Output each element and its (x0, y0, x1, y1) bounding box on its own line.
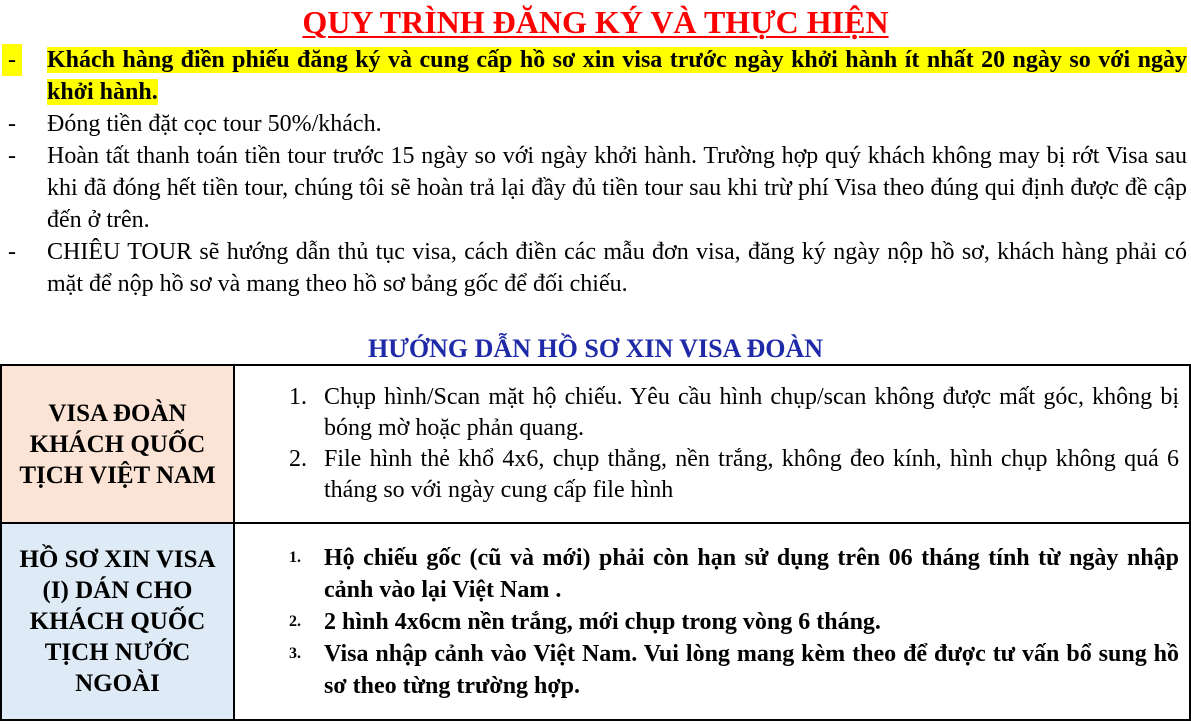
step-text: Đóng tiền đặt cọc tour 50%/khách. (47, 111, 382, 137)
step-item (0, 108, 1191, 140)
foreign-visa-label: HỒ SƠ XIN VISA (I) DÁN CHO KHÁCH QUỐC TỊCH NƯỚC NGOÀI (1, 523, 234, 720)
table-row (1, 365, 1190, 523)
step-item (0, 140, 1191, 236)
step-bullet: - (8, 143, 16, 169)
list-item (275, 638, 1179, 702)
step-text: CHIÊU TOUR sẽ hướng dẫn thủ tục visa, cách điền các mẫu đơn visa, đăng ký ngày nộp hồ sơ, khách hàng phải có mặt để nộp hồ sơ và mang theo hồ sơ bảng gốc để đối chiếu. (47, 239, 1187, 297)
step-text: Hoàn tất thanh toán tiền tour trước 15 ngày so với ngày khởi hành. Trường hợp quý khách không may bị rớt Visa sau khi đã đóng hết tiền tour, chúng tôi sẽ hoàn trả lại đầy đủ tiền tour sau khi trừ phí Visa theo đúng qui định được đề cập đến ở trên. (47, 143, 1187, 233)
step-text: Khách hàng điền phiếu đăng ký và cung cấp hồ sơ xin visa trước ngày khởi hành ít nhất 20 ngày so với ngày khởi hành. (47, 47, 1187, 105)
section-title: HƯỚNG DẪN HỒ SƠ XIN VISA ĐOÀN (367, 334, 824, 363)
page-title: QUY TRÌNH ĐĂNG KÝ VÀ THỰC HIỆN (302, 4, 889, 40)
vietnamese-visa-requirements (234, 365, 1190, 523)
list-item (275, 542, 1179, 606)
item-number: 3. (289, 644, 301, 662)
item-text: File hình thẻ khổ 4x6, chụp thẳng, nền trắng, không đeo kính, hình chụp không quá 6 tháng so với ngày cung cấp file hình (324, 446, 1179, 503)
step-item (0, 44, 1191, 108)
registration-steps (0, 44, 1191, 300)
table-row (1, 523, 1190, 720)
item-number: 1. (289, 384, 307, 410)
step-bullet: - (8, 239, 16, 265)
item-text: Hộ chiếu gốc (cũ và mới) phải còn hạn sử dụng trên 06 tháng tính từ ngày nhập cảnh vào lại Việt Nam . (324, 544, 1179, 603)
visa-requirements-table (0, 364, 1191, 721)
item-number: 2. (289, 446, 307, 472)
item-number: 1. (289, 548, 301, 566)
list-item (275, 606, 1179, 638)
item-text: 2 hình 4x6cm nền trắng, mới chụp trong vòng 6 tháng. (324, 608, 881, 635)
list-item (275, 444, 1179, 506)
item-text: Chụp hình/Scan mặt hộ chiếu. Yêu cầu hình chụp/scan không được mất góc, không bị bóng mờ hoặc phản quang. (324, 384, 1179, 441)
step-item (0, 236, 1191, 300)
item-text: Visa nhập cảnh vào Việt Nam. Vui lòng mang kèm theo để được tư vấn bổ sung hồ sơ theo từng trường hợp. (324, 640, 1179, 699)
list-item (275, 382, 1179, 444)
step-bullet: - (2, 44, 22, 76)
foreign-visa-requirements (234, 523, 1190, 720)
item-number: 2. (289, 612, 301, 630)
vietnamese-visa-label: VISA ĐOÀN KHÁCH QUỐC TỊCH VIỆT NAM (1, 365, 234, 523)
step-bullet: - (8, 111, 16, 137)
